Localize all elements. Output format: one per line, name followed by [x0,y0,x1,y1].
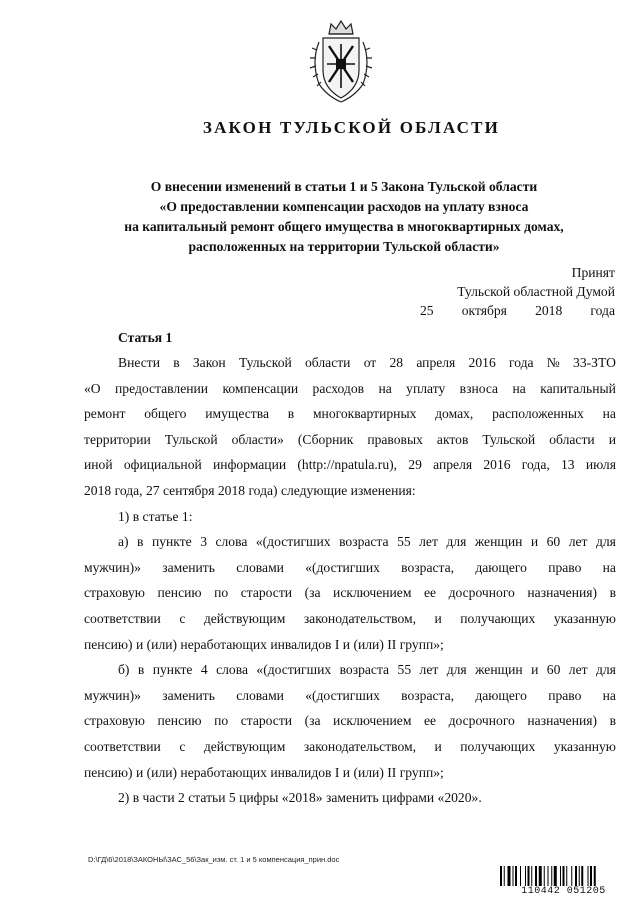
document-heading [84,177,604,257]
paragraph-line: иной официальной информации (http://npatula.ru), 29 апреля 2016 года, 13 июля [84,457,616,473]
accepted-day: 25 [420,303,434,318]
paragraph-line: пенсию) и (или) неработающих инвалидов I и (или) II групп»; [84,764,444,780]
accepted-year: 2018 [535,303,563,318]
paragraph-line: мужчин)» заменить словами «(достигших возраста, дающего право на [84,687,616,703]
article-title: Статья 1 [118,330,173,345]
paragraph-line: пенсию) и (или) неработающих инвалидов I и (или) II групп»; [84,636,444,652]
accepted-year-word: года [590,303,615,318]
barcode-icon [500,866,627,886]
paragraph-line: мужчин)» заменить словами «(достигших возраста, дающего право на [84,559,616,575]
paragraph-line: б) в пункте 4 слова «(достигших возраста 55 лет для женщин и 60 лет для [118,662,616,678]
accepted-label: Принят [571,265,615,280]
paragraph-line: «О предоставлении компенсации расходов на уплату взноса на капитальный [84,380,616,396]
paragraph-line: страховую пенсию по старости (за исключением ее досрочного назначения) в [84,585,616,601]
paragraph-line: 2018 года, 27 сентября 2018 года) следующие изменения: [84,482,416,498]
heading-line: расположенных на территории Тульской области» [188,239,500,254]
paragraph-line: территории Тульской области» (Сборник правовых актов Тульской области и [84,431,616,447]
coat-of-arms-emblem [307,18,375,104]
accepted-block [420,263,615,320]
paragraph-line: ремонт общего имущества в многоквартирных домах, расположенных на [84,406,616,422]
heading-line: на капитальный ремонт общего имущества в многоквартирных домах, [124,219,564,234]
paragraph-line: соответствии с действующим законодательством, и получающих указанную [84,738,616,754]
footer-file-path: D:\ГД\6\2018\ЗАКОНЫ\ЗАС_56\Зак_изм. ст. 1 и 5 компенсация_прин.doc [88,855,340,864]
barcode-number: 110442 051205 [521,886,606,897]
heading-line: «О предоставлении компенсации расходов на уплату взноса [159,199,529,214]
heading-line: О внесении изменений в статьи 1 и 5 Закона Тульской области [150,179,538,194]
accepted-month: октября [461,303,507,318]
paragraph-line: 1) в статье 1: [118,508,193,524]
paragraph-line: 2) в части 2 статьи 5 цифры «2018» заменить цифрами «2020». [118,790,482,806]
article-body [84,350,616,811]
law-title: ЗАКОН ТУЛЬСКОЙ ОБЛАСТИ [202,118,501,137]
paragraph-line: Внести в Закон Тульской области от 28 апреля 2016 года № 33-ЗТО [118,355,616,370]
paragraph-line: соответствии с действующим законодательством, и получающих указанную [84,610,616,626]
paragraph-line: страховую пенсию по старости (за исключением ее досрочного назначения) в [84,713,616,729]
paragraph-line: а) в пункте 3 слова «(достигших возраста 55 лет для женщин и 60 лет для [118,534,616,550]
document-barcode [500,866,627,904]
accepted-by: Тульской областной Думой [457,284,615,299]
accepted-date [420,301,615,320]
